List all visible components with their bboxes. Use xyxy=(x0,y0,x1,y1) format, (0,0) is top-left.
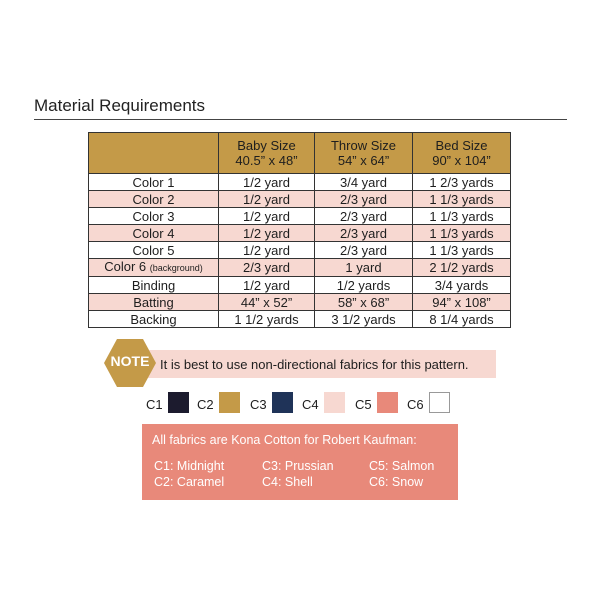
cell-throw: 1/2 yards xyxy=(315,277,413,294)
row-label: Color 4 xyxy=(89,225,219,242)
table-row xyxy=(89,174,511,191)
cell-bed: 1 1/3 yards xyxy=(413,208,511,225)
color-swatch-row xyxy=(146,392,466,416)
swatch-label: C1 xyxy=(146,397,163,412)
table-row xyxy=(89,259,511,277)
row-label-suffix: (background) xyxy=(149,263,203,273)
row-label: Color 2 xyxy=(89,191,219,208)
row-label: Color 6 (background) xyxy=(89,259,219,277)
cell-baby: 1/2 yard xyxy=(219,277,315,294)
swatch-label: C4 xyxy=(302,397,319,412)
fabric-info-item: C1: Midnight xyxy=(154,459,225,473)
fabric-info-item: C2: Caramel xyxy=(154,475,225,489)
table-row xyxy=(89,208,511,225)
swatch-label: C5 xyxy=(355,397,372,412)
cell-baby: 1/2 yard xyxy=(219,174,315,191)
cell-baby: 44” x 52” xyxy=(219,294,315,311)
cell-throw: 2/3 yard xyxy=(315,208,413,225)
swatch-label: C2 xyxy=(197,397,214,412)
fabric-info-item: C5: Salmon xyxy=(369,459,435,473)
cell-throw: 2/3 yard xyxy=(315,225,413,242)
table-row xyxy=(89,191,511,208)
cell-throw: 3 1/2 yards xyxy=(315,311,413,328)
fabric-info-item: C4: Shell xyxy=(262,475,313,489)
cell-baby: 1/2 yard xyxy=(219,191,315,208)
cell-bed: 1 1/3 yards xyxy=(413,225,511,242)
cell-throw: 3/4 yard xyxy=(315,174,413,191)
table-row xyxy=(89,242,511,259)
table-row xyxy=(89,225,511,242)
table-row xyxy=(89,294,511,311)
color-swatch xyxy=(219,392,240,413)
cell-bed: 3/4 yards xyxy=(413,277,511,294)
color-swatch xyxy=(429,392,450,413)
color-swatch xyxy=(377,392,398,413)
row-label: Color 3 xyxy=(89,208,219,225)
cell-baby: 1/2 yard xyxy=(219,225,315,242)
row-label: Color 1 xyxy=(89,174,219,191)
table-header-row xyxy=(89,133,511,174)
note-badge-label: NOTE xyxy=(110,353,150,369)
material-requirements-table xyxy=(88,132,511,328)
cell-throw: 58” x 68” xyxy=(315,294,413,311)
header-bed-size: Bed Size 90” x 104” xyxy=(413,133,511,174)
cell-bed: 94” x 108” xyxy=(413,294,511,311)
cell-baby: 2/3 yard xyxy=(219,259,315,277)
row-label: Backing xyxy=(89,311,219,328)
cell-bed: 8 1/4 yards xyxy=(413,311,511,328)
table-row xyxy=(89,277,511,294)
header-empty-cell xyxy=(89,133,219,174)
row-label: Color 5 xyxy=(89,242,219,259)
note-text: It is best to use non-directional fabrics for this pattern. xyxy=(160,357,469,372)
cell-throw: 2/3 yard xyxy=(315,191,413,208)
swatch-label: C3 xyxy=(250,397,267,412)
cell-baby: 1/2 yard xyxy=(219,208,315,225)
row-label: Binding xyxy=(89,277,219,294)
fabric-info-item: C6: Snow xyxy=(369,475,424,489)
cell-throw: 1 yard xyxy=(315,259,413,277)
fabric-info-heading: All fabrics are Kona Cotton for Robert Kaufman: xyxy=(152,433,417,447)
cell-bed: 1 1/3 yards xyxy=(413,191,511,208)
fabric-info-item: C3: Prussian xyxy=(262,459,334,473)
row-label: Batting xyxy=(89,294,219,311)
header-throw-size: Throw Size 54” x 64” xyxy=(315,133,413,174)
cell-throw: 2/3 yard xyxy=(315,242,413,259)
cell-baby: 1/2 yard xyxy=(219,242,315,259)
cell-bed: 1 1/3 yards xyxy=(413,242,511,259)
color-swatch xyxy=(324,392,345,413)
color-swatch xyxy=(168,392,189,413)
cell-baby: 1 1/2 yards xyxy=(219,311,315,328)
swatch-label: C6 xyxy=(407,397,424,412)
cell-bed: 1 2/3 yards xyxy=(413,174,511,191)
title-divider xyxy=(34,119,567,120)
section-title: Material Requirements xyxy=(34,96,206,115)
cell-bed: 2 1/2 yards xyxy=(413,259,511,277)
header-baby-size: Baby Size 40.5” x 48” xyxy=(219,133,315,174)
table-row xyxy=(89,311,511,328)
color-swatch xyxy=(272,392,293,413)
